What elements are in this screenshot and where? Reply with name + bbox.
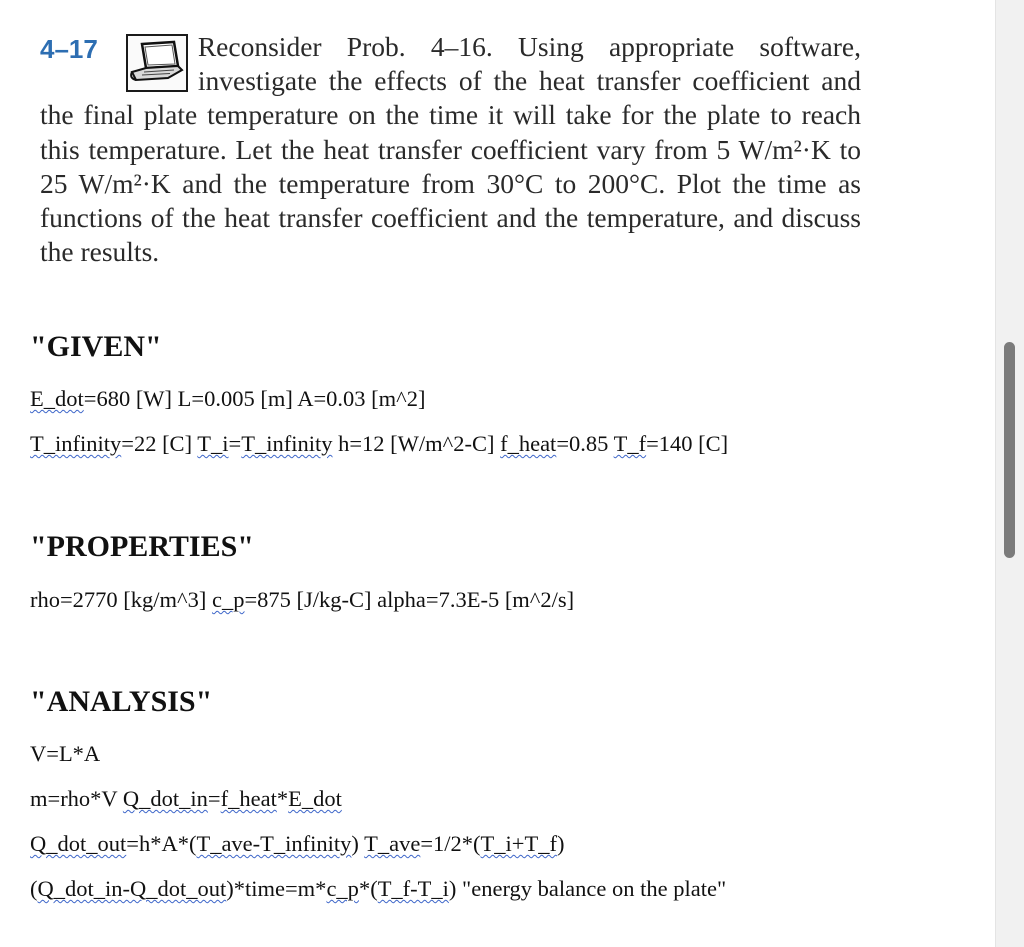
- spellcheck-token: T_i: [197, 431, 229, 456]
- spellcheck-token: f_heat: [220, 786, 277, 811]
- code-text: =0.85: [556, 431, 614, 456]
- spellcheck-token: T_ave: [364, 831, 421, 856]
- code-text: =875 [J/kg-C] alpha=7.3E-5 [m^2/s]: [244, 587, 575, 612]
- code-text: *(: [358, 876, 378, 901]
- given-line-2: [30, 431, 728, 457]
- code-text: ): [556, 831, 565, 856]
- spellcheck-token: E_dot: [30, 386, 84, 411]
- code-text: =680 [W] L=0.005 [m] A=0.03 [m^2]: [83, 386, 426, 411]
- analysis-heading: "ANALYSIS": [30, 685, 213, 718]
- code-text: ) "energy balance on the plate": [448, 876, 727, 901]
- spellcheck-token: c_p: [326, 876, 359, 901]
- properties-line-1: [30, 587, 574, 613]
- analysis-line-2: [30, 786, 342, 812]
- code-text: rho=2770 [kg/m^3]: [30, 587, 212, 612]
- spellcheck-token: Q_dot_in-Q_dot_out: [37, 876, 227, 901]
- code-text: =140 [C]: [646, 431, 729, 456]
- spellcheck-token: T_ave-T_infinity: [196, 831, 352, 856]
- problem-text: Reconsider Prob. 4–16. Using appropriate software, investigate the effects of the heat transfer coefficient and the final plate temperature on the time it will take for the plate to reach this temperature. Let the heat transfer coefficient vary from 5 W/m²·K to 25 W/m²·K and the temperature from 30°C to 200°C. Plot the time as functions of the heat transfer coefficient and the temperature, and discuss the results.: [40, 31, 861, 268]
- spellcheck-token: Q_dot_out: [30, 831, 127, 856]
- analysis-line-4: [30, 876, 726, 902]
- scrollbar-thumb[interactable]: [1004, 342, 1015, 558]
- code-text: =: [207, 786, 221, 811]
- code-text: =1/2*(: [420, 831, 481, 856]
- spellcheck-token: T_f: [613, 431, 647, 456]
- code-text: =22 [C]: [121, 431, 198, 456]
- code-text: =h*A*(: [126, 831, 197, 856]
- properties-heading: "PROPERTIES": [30, 530, 254, 563]
- spellcheck-token: T_infinity: [241, 431, 333, 456]
- spellcheck-token: T_f-T_i: [377, 876, 449, 901]
- spellcheck-token: E_dot: [288, 786, 342, 811]
- laptop-icon: [126, 34, 188, 92]
- code-text: ): [351, 831, 365, 856]
- spellcheck-token: T_infinity: [30, 431, 122, 456]
- problem-statement: [40, 30, 861, 269]
- code-text: (: [30, 876, 38, 901]
- spellcheck-token: T_i+T_f: [480, 831, 557, 856]
- code-text: m=rho*V: [30, 786, 123, 811]
- code-text: =: [228, 431, 242, 456]
- spellcheck-token: c_p: [211, 587, 245, 612]
- spellcheck-token: Q_dot_in: [122, 786, 208, 811]
- code-text: )*time=m*: [226, 876, 327, 901]
- analysis-line-3: [30, 831, 564, 857]
- given-line-1: [30, 386, 425, 412]
- given-heading: "GIVEN": [30, 330, 162, 363]
- code-text: h=12 [W/m^2-C]: [332, 431, 501, 456]
- analysis-line-1: V=L*A: [30, 741, 101, 766]
- code-text: *: [276, 786, 289, 811]
- spellcheck-token: f_heat: [500, 431, 557, 456]
- problem-number: 4–17: [40, 34, 98, 64]
- vertical-scrollbar[interactable]: [995, 0, 1024, 947]
